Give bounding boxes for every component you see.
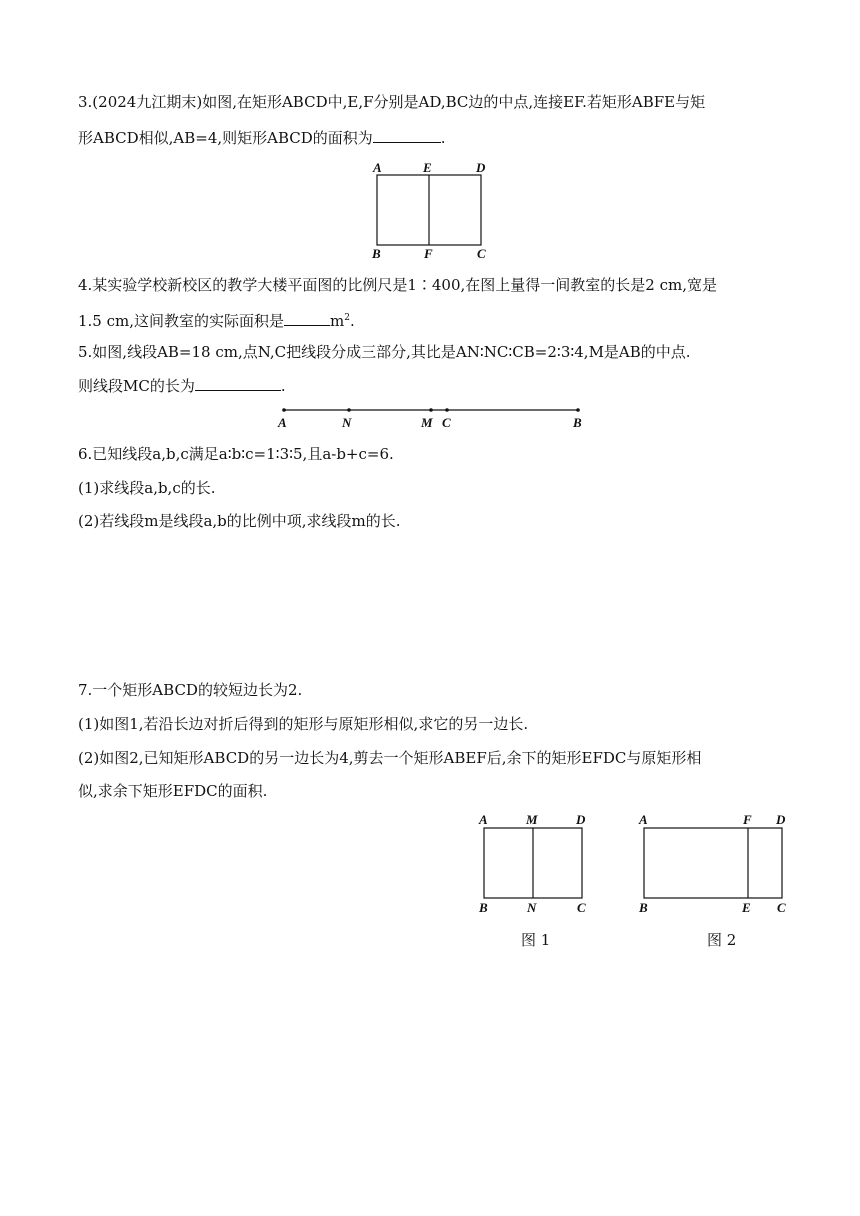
point-m	[429, 408, 433, 412]
q5-line-2	[78, 376, 286, 396]
q4-unit: m	[330, 312, 345, 330]
label-m: M	[421, 415, 433, 430]
label-b: B	[372, 246, 381, 261]
label-a: A	[278, 415, 287, 430]
label-f: F	[743, 812, 752, 827]
q3-line-1: 3.(2024九江期末)如图,在矩形ABCD中,E,F分别是AD,BC边的中点,连接EF.若矩形ABFE与矩	[78, 93, 706, 111]
figure-1-caption: 图 1	[521, 931, 551, 949]
q6-line-1: 6.已知线段a,b,c满足a∶b∶c=1∶3∶5,且a-b+c=6.	[78, 445, 394, 463]
q5-line-1: 5.如图,线段AB=18 cm,点N,C把线段分成三部分,其比是AN∶NC∶CB=2∶3∶4,M是AB的中点.	[78, 343, 691, 361]
q5-line-2-text: 则线段MC的长为	[78, 377, 195, 395]
label-n: N	[342, 415, 352, 430]
q5-answer-blank	[195, 376, 281, 391]
label-f: F	[424, 246, 433, 261]
q3-answer-blank	[373, 128, 441, 143]
rect-abcd	[644, 828, 782, 898]
label-e: E	[742, 900, 751, 915]
q4-answer-blank	[284, 311, 330, 326]
q7-sub-2-line-2: 似,求余下矩形EFDC的面积.	[78, 782, 268, 800]
label-d: D	[576, 812, 586, 827]
q6-sub-2: (2)若线段m是线段a,b的比例中项,求线段m的长.	[78, 512, 401, 530]
label-m: M	[526, 812, 538, 827]
label-d: D	[776, 812, 786, 827]
label-d: D	[476, 160, 486, 175]
label-a: A	[639, 812, 648, 827]
q4-unit-exponent: 2	[344, 313, 350, 323]
label-b: B	[573, 415, 582, 430]
q3-line-2-text: 形ABCD相似,AB=4,则矩形ABCD的面积为	[78, 129, 373, 147]
q4-line-1: 4.某实验学校新校区的教学大楼平面图的比例尺是1∶400,在图上量得一间教室的长是2 cm,宽是	[78, 276, 717, 294]
label-c: C	[777, 900, 786, 915]
q7-line-1: 7.一个矩形ABCD的较短边长为2.	[78, 681, 303, 699]
q7-figure-2	[630, 808, 800, 920]
label-c: C	[577, 900, 586, 915]
label-c: C	[477, 246, 486, 261]
point-c	[445, 408, 449, 412]
point-b	[576, 408, 580, 412]
q3-rectangle-figure	[360, 156, 500, 262]
point-n	[347, 408, 351, 412]
label-e: E	[423, 160, 432, 175]
label-c: C	[442, 415, 451, 430]
q7-sub-1: (1)如图1,若沿长边对折后得到的矩形与原矩形相似,求它的另一边长.	[78, 715, 529, 733]
q5-line-2-end: .	[280, 377, 286, 395]
q5-segment-figure	[272, 400, 592, 434]
label-a: A	[479, 812, 488, 827]
q4-line-2-end: .	[350, 312, 355, 330]
q3-line-2-end: .	[440, 129, 446, 147]
q4-line-2-text: 1.5 cm,这间教室的实际面积是	[78, 312, 285, 330]
label-b: B	[479, 900, 488, 915]
label-a: A	[373, 160, 382, 175]
q4-line-2	[78, 308, 355, 331]
q7-sub-2-line-1: (2)如图2,已知矩形ABCD的另一边长为4,剪去一个矩形ABEF后,余下的矩形EFDC与原矩形相	[78, 749, 702, 767]
q7-figure-1	[470, 808, 600, 920]
label-n: N	[527, 900, 537, 915]
figure-2-caption: 图 2	[707, 931, 737, 949]
point-a	[282, 408, 286, 412]
q3-line-2	[78, 128, 446, 148]
label-b: B	[639, 900, 648, 915]
q6-sub-1: (1)求线段a,b,c的长.	[78, 479, 216, 497]
